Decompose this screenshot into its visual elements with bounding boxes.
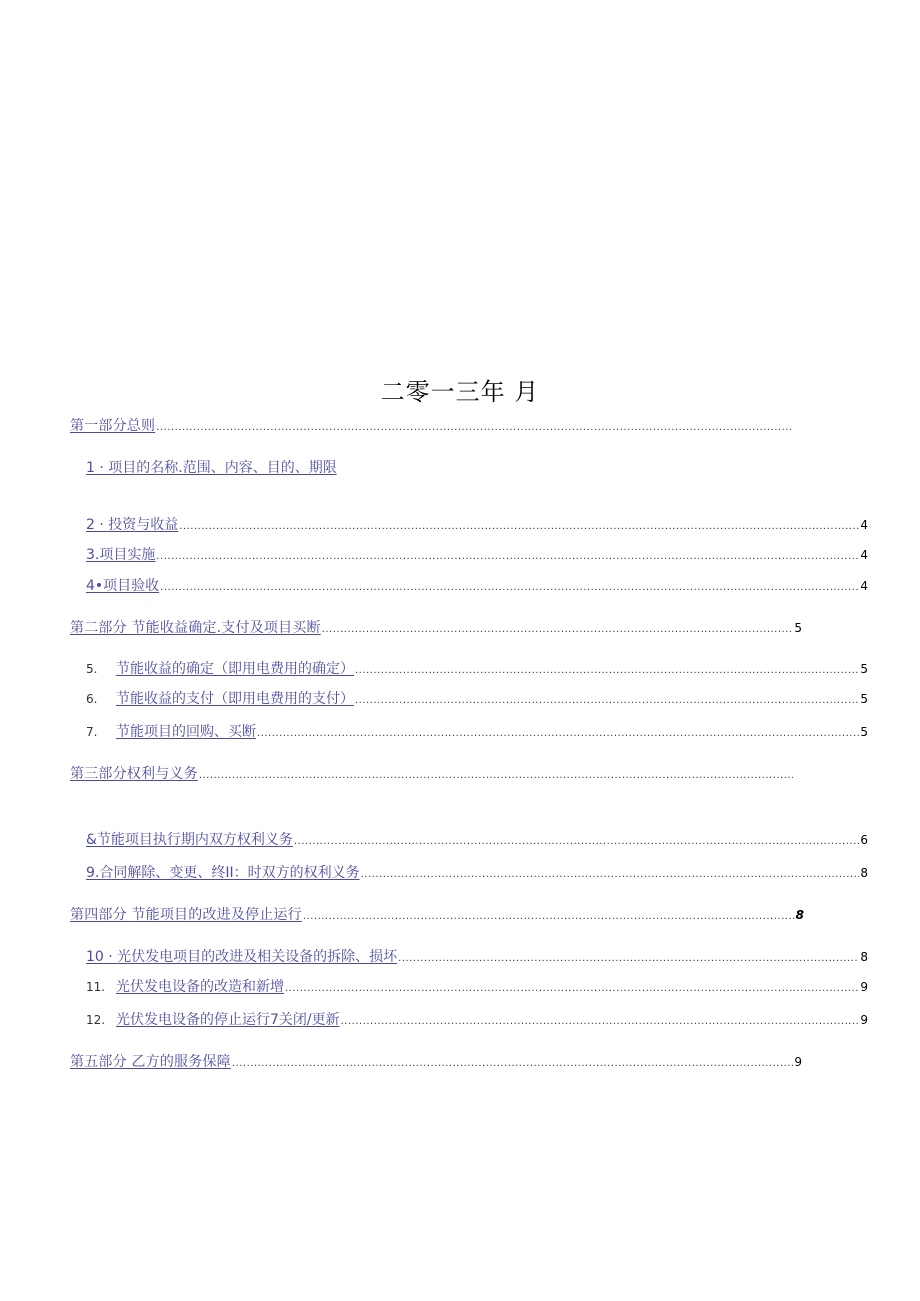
toc-link[interactable]: 4•项目验收 [86, 578, 160, 594]
toc-leader-dots [355, 690, 859, 712]
toc-page-number: 5 [860, 725, 868, 739]
toc-entry-item1[interactable] [86, 457, 386, 479]
toc-page-number: 8 [795, 908, 804, 922]
toc-link[interactable]: 第四部分 节能项目的改进及停止运行 [70, 907, 302, 923]
toc-leader-dots [156, 417, 793, 439]
toc-leader-dots [285, 978, 859, 1000]
toc-leader-dots [355, 660, 859, 682]
toc-leader-dots [179, 516, 859, 538]
toc-item-number: 5. [86, 662, 98, 676]
toc-leader-dots [199, 765, 793, 787]
toc-entry-item8[interactable] [86, 829, 868, 851]
toc-link[interactable]: 9.合同解除、变更、终II：时双方的权利义务 [86, 865, 360, 881]
toc-page-number: 9 [860, 980, 868, 994]
toc-leader-dots [322, 619, 794, 641]
toc-page-number: 5 [860, 692, 868, 706]
toc-leader-dots [398, 948, 859, 970]
toc-link[interactable]: 节能收益的支付（即用电费用的支付） [116, 691, 354, 707]
toc-link[interactable]: 第三部分权利与义务 [70, 766, 198, 782]
toc-entry-part2[interactable] [70, 617, 802, 639]
toc-entry-part1[interactable] [70, 415, 794, 437]
toc-item-number: 11. [86, 980, 106, 994]
toc-link[interactable]: &节能项目执行期内双方权利义务 [86, 832, 293, 848]
toc-page-number: 6 [860, 833, 868, 847]
toc-link[interactable]: 1 · 项目的名称.范围、内容、目的、期限 [86, 460, 337, 476]
toc-page-number: 5 [794, 621, 802, 635]
toc-link[interactable]: 3.项目实施 [86, 547, 156, 563]
toc-link[interactable]: 光伏发电设备的停止运行7关闭/更新 [116, 1012, 340, 1028]
toc-page-number: 8 [860, 950, 868, 964]
toc-page-number: 9 [794, 1055, 802, 1069]
toc-entry-item9[interactable] [86, 862, 868, 884]
toc-entry-item6[interactable] [86, 688, 868, 710]
toc-link[interactable]: 10 · 光伏发电项目的改进及相关设备的拆除、损坏 [86, 949, 398, 965]
toc-entry-item7[interactable] [86, 721, 868, 743]
toc-link[interactable]: 第一部分总则 [70, 418, 156, 434]
toc-link[interactable]: 第二部分 节能收益确定.支付及项目买断 [70, 620, 321, 636]
toc-page-number: 5 [860, 662, 868, 676]
toc-leader-dots [361, 864, 860, 886]
toc-entry-item5[interactable] [86, 658, 868, 680]
toc-link[interactable]: 第五部分 乙方的服务保障 [70, 1054, 231, 1070]
toc-entry-item10[interactable] [86, 946, 868, 968]
toc-entry-item2[interactable] [86, 514, 868, 536]
toc-entry-part4[interactable] [70, 904, 804, 926]
toc-link[interactable]: 节能收益的确定（即用电费用的确定） [116, 661, 354, 677]
toc-entry-item11[interactable] [86, 976, 868, 998]
toc-entry-part3[interactable] [70, 763, 794, 785]
toc-page-number: 4 [860, 548, 868, 562]
toc-leader-dots [156, 546, 859, 568]
toc-item-number: 6. [86, 692, 98, 706]
toc-item-number: 12. [86, 1013, 106, 1027]
toc-page-number: 8 [860, 866, 868, 880]
toc-link[interactable]: 光伏发电设备的改造和新增 [116, 979, 284, 995]
toc-entry-item4[interactable] [86, 575, 868, 597]
toc-entry-item3[interactable] [86, 544, 868, 566]
toc-entry-part5[interactable] [70, 1051, 802, 1073]
toc-link[interactable]: 节能项目的回购、买断 [116, 724, 256, 740]
toc-leader-dots [257, 723, 859, 745]
toc-page-number: 4 [860, 579, 868, 593]
toc-link[interactable]: 2 · 投资与收益 [86, 517, 179, 533]
toc-leader-dots [160, 577, 859, 599]
toc-leader-dots [303, 906, 795, 928]
toc-entry-item12[interactable] [86, 1009, 868, 1031]
date-title: 二零一三年 月 [380, 378, 540, 406]
toc-item-number: 7. [86, 725, 98, 739]
toc-leader-dots [341, 1011, 860, 1033]
toc-page-number: 4 [860, 518, 868, 532]
toc-page-number: 9 [860, 1013, 868, 1027]
toc-leader-dots [294, 831, 859, 853]
toc-leader-dots [232, 1053, 794, 1075]
